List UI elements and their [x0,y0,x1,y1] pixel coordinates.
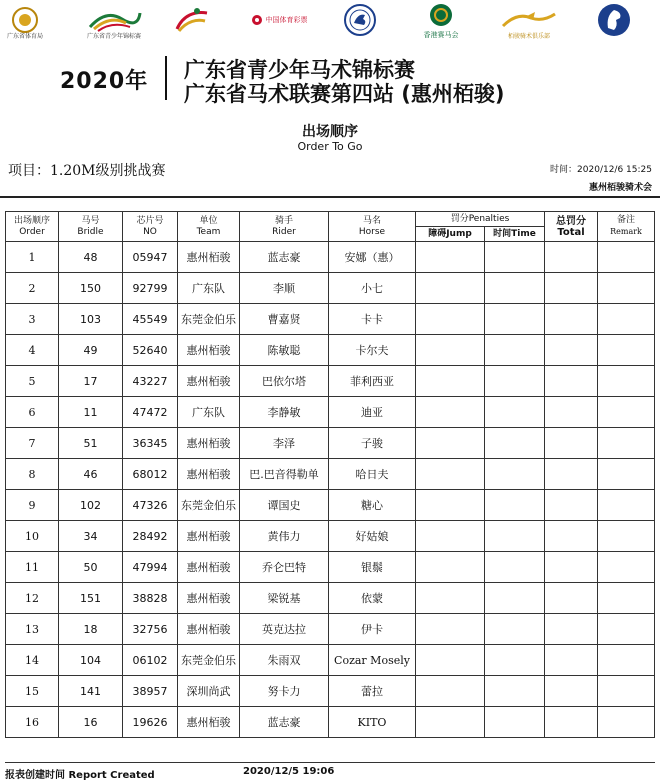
cell-total [545,490,598,521]
cell-bridle: 51 [59,428,123,459]
cell-rider: 蓝志豪 [240,707,329,738]
col-header-remark: 备注 Remark [598,212,655,242]
cell-chip: 47326 [123,490,178,521]
cell-jump [416,490,485,521]
cell-time [485,490,545,521]
cell-horse: 银鬃 [329,552,416,583]
cell-time [485,335,545,366]
table-row [6,273,655,304]
cell-remark [598,614,655,645]
table-row [6,428,655,459]
table-row [6,459,655,490]
cell-jump [416,521,485,552]
cell-time [485,366,545,397]
col-header-time: 时间Time [485,227,545,242]
cell-time [485,397,545,428]
cell-chip: 68012 [123,459,178,490]
cell-jump [416,552,485,583]
cell-horse: 小七 [329,273,416,304]
table-row [6,490,655,521]
cell-chip: 38957 [123,676,178,707]
col-header-order: 出场顺序 Order [6,212,59,242]
cell-total [545,583,598,614]
cell-time [485,428,545,459]
cell-rider: 曹嘉贤 [240,304,329,335]
cell-order: 14 [6,645,59,676]
cell-order: 8 [6,459,59,490]
cell-chip: 28492 [123,521,178,552]
cell-bridle: 141 [59,676,123,707]
cell-rider: 乔仑巴特 [240,552,329,583]
cell-total [545,521,598,552]
cell-remark [598,676,655,707]
cell-order: 15 [6,676,59,707]
cell-jump [416,459,485,490]
cell-total [545,304,598,335]
cell-remark [598,459,655,490]
championship-title: 广东省青少年马术锦标赛 [184,58,415,82]
cell-remark [598,552,655,583]
cell-time [485,614,545,645]
cell-total [545,552,598,583]
cell-remark [598,490,655,521]
cell-rider: 陈敏聪 [240,335,329,366]
cell-horse: 依蒙 [329,583,416,614]
table-row [6,304,655,335]
table-row [6,676,655,707]
event-year: 2020年 [60,69,149,94]
table-row [6,397,655,428]
cell-total [545,645,598,676]
cell-bridle: 103 [59,304,123,335]
cell-total [545,335,598,366]
header-divider [165,56,167,100]
table-row [6,242,655,273]
cell-horse: 子骏 [329,428,416,459]
cell-horse: 卡尔夫 [329,335,416,366]
cell-chip: 43227 [123,366,178,397]
organizer-name: 惠州栢骏骑术会 [588,183,652,193]
horse-head-logo [592,2,636,38]
cell-order: 5 [6,366,59,397]
cell-remark [598,335,655,366]
col-header-team: 单位 Team [178,212,240,242]
cell-jump [416,273,485,304]
cell-rider: 梁锐基 [240,583,329,614]
cell-rider: 朱雨双 [240,645,329,676]
cell-horse: 好姑娘 [329,521,416,552]
cell-order: 4 [6,335,59,366]
cell-order: 16 [6,707,59,738]
cell-horse: 蕾拉 [329,676,416,707]
cell-order: 3 [6,304,59,335]
cell-team: 惠州栢骏 [178,459,240,490]
cell-rider: 巴依尔塔 [240,366,329,397]
table-row [6,335,655,366]
cell-chip: 05947 [123,242,178,273]
cell-time [485,552,545,583]
cell-team: 惠州栢骏 [178,335,240,366]
cell-team: 惠州栢骏 [178,242,240,273]
cell-horse: 糖心 [329,490,416,521]
col-header-total: 总罚分 Total [545,212,598,242]
cell-total [545,273,598,304]
hong-kong-jockey-club-logo: 香港赛马会 [416,2,466,38]
cell-chip: 47994 [123,552,178,583]
cell-time [485,304,545,335]
table-row [6,521,655,552]
col-header-bridle: 马号 Bridle [59,212,123,242]
cell-jump [416,583,485,614]
cell-remark [598,366,655,397]
cell-bridle: 46 [59,459,123,490]
cell-bridle: 49 [59,335,123,366]
cell-team: 东莞金伯乐 [178,304,240,335]
cell-team: 惠州栢骏 [178,521,240,552]
event-header [0,52,660,108]
cell-jump [416,676,485,707]
order-title-cn: 出场顺序 [302,124,358,140]
cell-rider: 黄伟力 [240,521,329,552]
col-header-chip: 芯片号 NO [123,212,178,242]
cell-total [545,459,598,490]
table-row [6,366,655,397]
table-row [6,707,655,738]
cell-team: 深圳尚武 [178,676,240,707]
cell-total [545,242,598,273]
cell-total [545,707,598,738]
cell-order: 6 [6,397,59,428]
cell-jump [416,645,485,676]
cell-remark [598,707,655,738]
cell-time [485,676,545,707]
cell-bridle: 151 [59,583,123,614]
cell-time [485,459,545,490]
report-created-label: 报表创建时间 Report Created [5,770,155,781]
col-header-rider: 骑手 Rider [240,212,329,242]
cell-horse: 菲利西亚 [329,366,416,397]
col-header-jump: 障碍Jump [416,227,485,242]
cell-chip: 92799 [123,273,178,304]
cell-time [485,707,545,738]
cell-bridle: 11 [59,397,123,428]
china-sports-lottery-logo: 中国体育彩票 [244,2,314,38]
cell-order: 7 [6,428,59,459]
cell-team: 广东队 [178,273,240,304]
cell-order: 10 [6,521,59,552]
cell-bridle: 50 [59,552,123,583]
cell-remark [598,273,655,304]
cell-horse: KITO [329,707,416,738]
cell-team: 惠州栢骏 [178,428,240,459]
cell-jump [416,242,485,273]
cell-horse: 安娜（惠） [329,242,416,273]
cell-chip: 19626 [123,707,178,738]
cell-team: 惠州栢骏 [178,614,240,645]
equestrian-rider-logo [172,2,212,38]
cell-order: 13 [6,614,59,645]
league-title: 广东省马术联赛第四站 (惠州栢骏) [184,82,505,106]
cell-team: 惠州栢骏 [178,552,240,583]
cell-jump [416,335,485,366]
cell-horse: Cozar Mosely [329,645,416,676]
cell-jump [416,397,485,428]
table-row [6,583,655,614]
cell-chip: 52640 [123,335,178,366]
cell-bridle: 16 [59,707,123,738]
cell-chip: 32756 [123,614,178,645]
guangdong-sports-bureau-logo: 广东省体育局 [4,2,46,38]
cell-rider: 李泽 [240,428,329,459]
cell-remark [598,304,655,335]
cell-horse: 迪亚 [329,397,416,428]
report-created-value: 2020/12/5 19:06 [243,766,335,777]
equestrian-association-seal-logo [340,2,380,38]
cell-rider: 巴.巴音得勒单 [240,459,329,490]
cell-jump [416,366,485,397]
col-header-penalties: 罚分Penalties [416,212,545,227]
cell-total [545,397,598,428]
youth-games-logo: 广东省青少年锦标赛 [84,2,144,38]
cell-bridle: 17 [59,366,123,397]
footer-rule [5,762,655,763]
cell-total [545,614,598,645]
cell-rider: 李静敏 [240,397,329,428]
cell-rider: 蓝志豪 [240,242,329,273]
cell-team: 惠州栢骏 [178,707,240,738]
cell-order: 2 [6,273,59,304]
cell-total [545,676,598,707]
cell-bridle: 150 [59,273,123,304]
cell-horse: 伊卡 [329,614,416,645]
table-row [6,614,655,645]
cell-team: 东莞金伯乐 [178,490,240,521]
cell-rider: 努卡力 [240,676,329,707]
cell-jump [416,614,485,645]
header-rule [0,196,660,198]
cell-remark [598,521,655,552]
cell-rider: 李顺 [240,273,329,304]
cell-team: 惠州栢骏 [178,366,240,397]
cell-remark [598,242,655,273]
order-title-en: Order To Go [297,140,363,153]
cell-chip: 47472 [123,397,178,428]
cell-chip: 06102 [123,645,178,676]
event-name: 项目：1.20M级别挑战赛 [8,163,166,179]
table-row [6,552,655,583]
start-order-table [5,211,655,738]
cell-jump [416,428,485,459]
event-time: 时间：2020/12/6 15:25 [550,165,652,175]
col-header-horse: 马名 Horse [329,212,416,242]
cell-remark [598,397,655,428]
cell-remark [598,583,655,614]
cell-rider: 英克达拉 [240,614,329,645]
cell-horse: 卡卡 [329,304,416,335]
cell-bridle: 48 [59,242,123,273]
cell-team: 惠州栢骏 [178,583,240,614]
cell-total [545,428,598,459]
cell-remark [598,645,655,676]
cell-time [485,583,545,614]
cell-time [485,521,545,552]
cell-team: 广东队 [178,397,240,428]
cell-bridle: 102 [59,490,123,521]
cell-order: 11 [6,552,59,583]
cell-order: 9 [6,490,59,521]
table-row [6,645,655,676]
cell-order: 1 [6,242,59,273]
sponsor-logo-strip [0,0,660,42]
cell-bridle: 34 [59,521,123,552]
cell-bridle: 18 [59,614,123,645]
cell-time [485,645,545,676]
cell-time [485,242,545,273]
cell-jump [416,304,485,335]
cell-rider: 谭国史 [240,490,329,521]
cell-bridle: 104 [59,645,123,676]
cell-time [485,273,545,304]
cell-jump [416,707,485,738]
cell-horse: 哈日夫 [329,459,416,490]
cell-total [545,366,598,397]
cell-chip: 38828 [123,583,178,614]
cell-team: 东莞金伯乐 [178,645,240,676]
cell-order: 12 [6,583,59,614]
cell-remark [598,428,655,459]
cell-chip: 45549 [123,304,178,335]
huizhou-equestrian-club-logo: 栢骏骑术俱乐部 [494,2,564,38]
cell-chip: 36345 [123,428,178,459]
